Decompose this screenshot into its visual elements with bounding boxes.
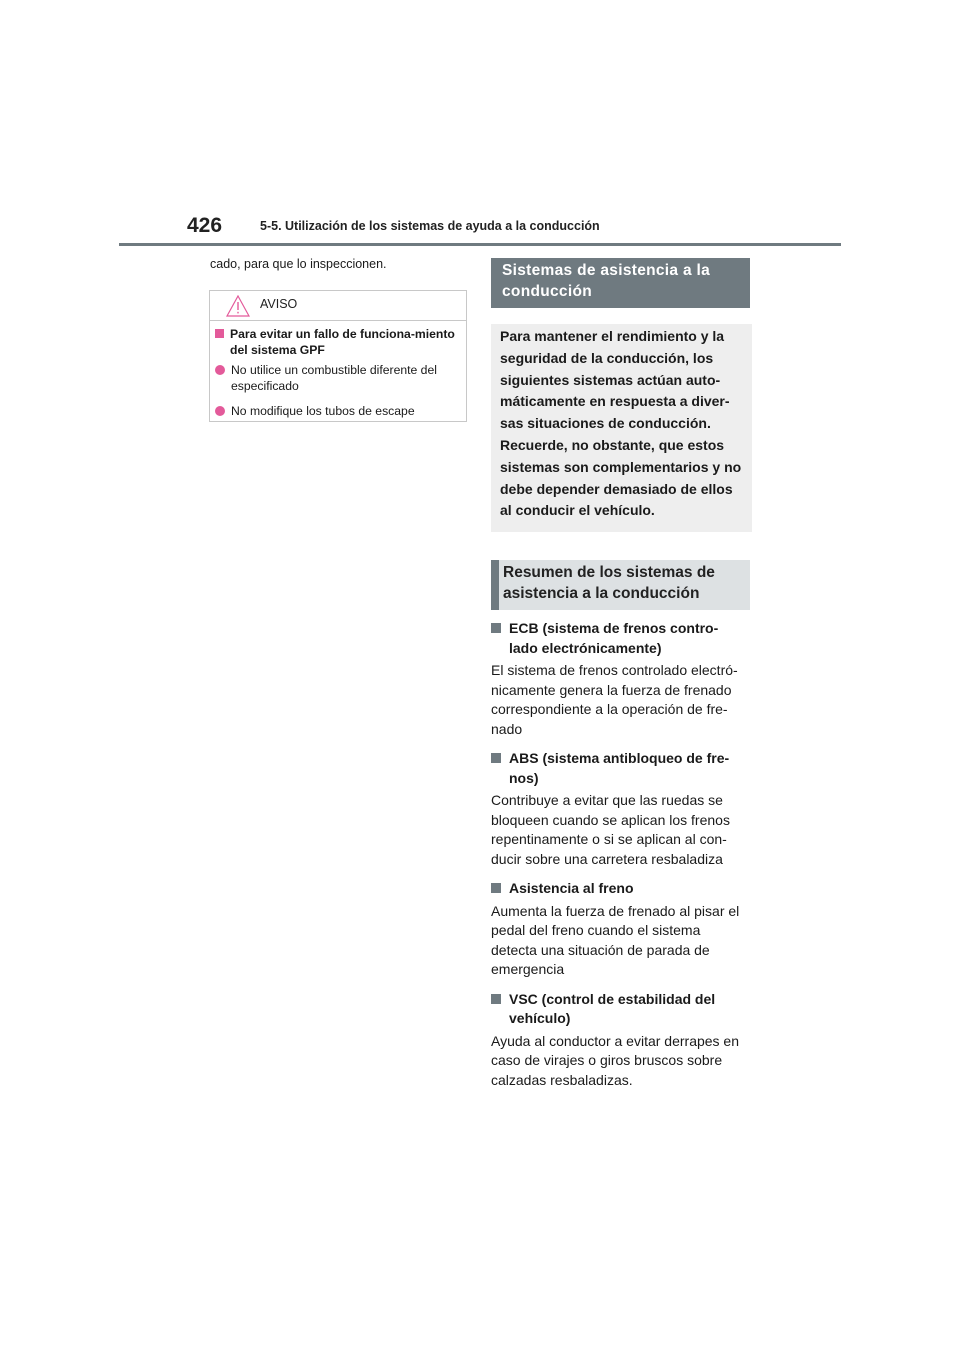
- warning-item-text: No modifique los tubos de escape: [231, 404, 415, 418]
- right-column: [491, 258, 753, 1090]
- warning-title: AVISO: [260, 297, 298, 311]
- intro-box: Para mantener el rendimiento y la seguridad de la conducción, los siguientes sistemas actúan auto-máticamente en respuesta a diver-sas situaciones de conducción. Recuerde, no obstante, que estos sistemas son complementarios y no debe depender demasiado de ellos al conducir el vehículo.: [491, 324, 752, 532]
- warning-header: [210, 291, 466, 321]
- dot-bullet-icon: [215, 365, 225, 375]
- left-column: [210, 256, 470, 272]
- warning-triangle-icon: [226, 295, 250, 317]
- warning-item: [215, 362, 456, 394]
- system-title: ECB (sistema de frenos contro-lado electrónicamente): [509, 620, 719, 656]
- dot-bullet-icon: [215, 406, 225, 416]
- warning-heading-text: Para evitar un fallo de funciona-miento del sistema GPF: [230, 327, 455, 357]
- system-heading: [491, 749, 753, 788]
- section-banner: Sistemas de asistencia a la conducción: [491, 258, 750, 308]
- square-bullet-icon: [491, 994, 501, 1004]
- square-bullet-icon: [491, 753, 501, 763]
- systems-list: [491, 619, 753, 1090]
- warning-item-text: No utilice un combustible diferente del especificado: [231, 363, 437, 393]
- system-description: Contribuye a evitar que las ruedas se bloqueen cuando se aplican los frenos repentinamente o si se aplican al con-ducir sobre una carretera resbaladiza: [491, 792, 730, 867]
- system-description: Aumenta la fuerza de frenado al pisar el pedal del freno cuando el sistema detecta una situación de parada de emergencia: [491, 902, 740, 978]
- system-title: VSC (control de estabilidad del vehículo): [509, 990, 716, 1027]
- system-title: ABS (sistema antibloqueo de fre-nos): [509, 750, 730, 786]
- continuation-text: cado, para que lo inspeccionen.: [210, 257, 387, 271]
- system-description: Ayuda al conductor a evitar derrapes en caso de virajes o giros bruscos sobre calzadas resbaladizas.: [491, 1032, 740, 1088]
- warning-body: [210, 321, 466, 419]
- square-bullet-icon: [215, 329, 224, 338]
- page-number: 426: [187, 214, 223, 237]
- system-description: El sistema de frenos controlado electró-nicamente genera la fuerza de frenado correspondiente a la operación de fre-nado: [491, 662, 738, 737]
- warning-heading: [215, 326, 456, 358]
- system-title: Asistencia al freno: [509, 880, 634, 897]
- square-bullet-icon: [491, 623, 501, 633]
- system-heading: [491, 990, 753, 1029]
- square-bullet-icon: [491, 883, 501, 893]
- warning-box: [209, 290, 467, 422]
- system-heading: [491, 619, 753, 658]
- section-header: 5-5. Utilización de los sistemas de ayuda a la conducción: [260, 219, 600, 233]
- system-heading: [491, 879, 753, 899]
- summary-heading: Resumen de los sistemas de asistencia a la conducción: [491, 560, 750, 610]
- warning-item: [215, 403, 456, 419]
- header-divider: [119, 243, 841, 246]
